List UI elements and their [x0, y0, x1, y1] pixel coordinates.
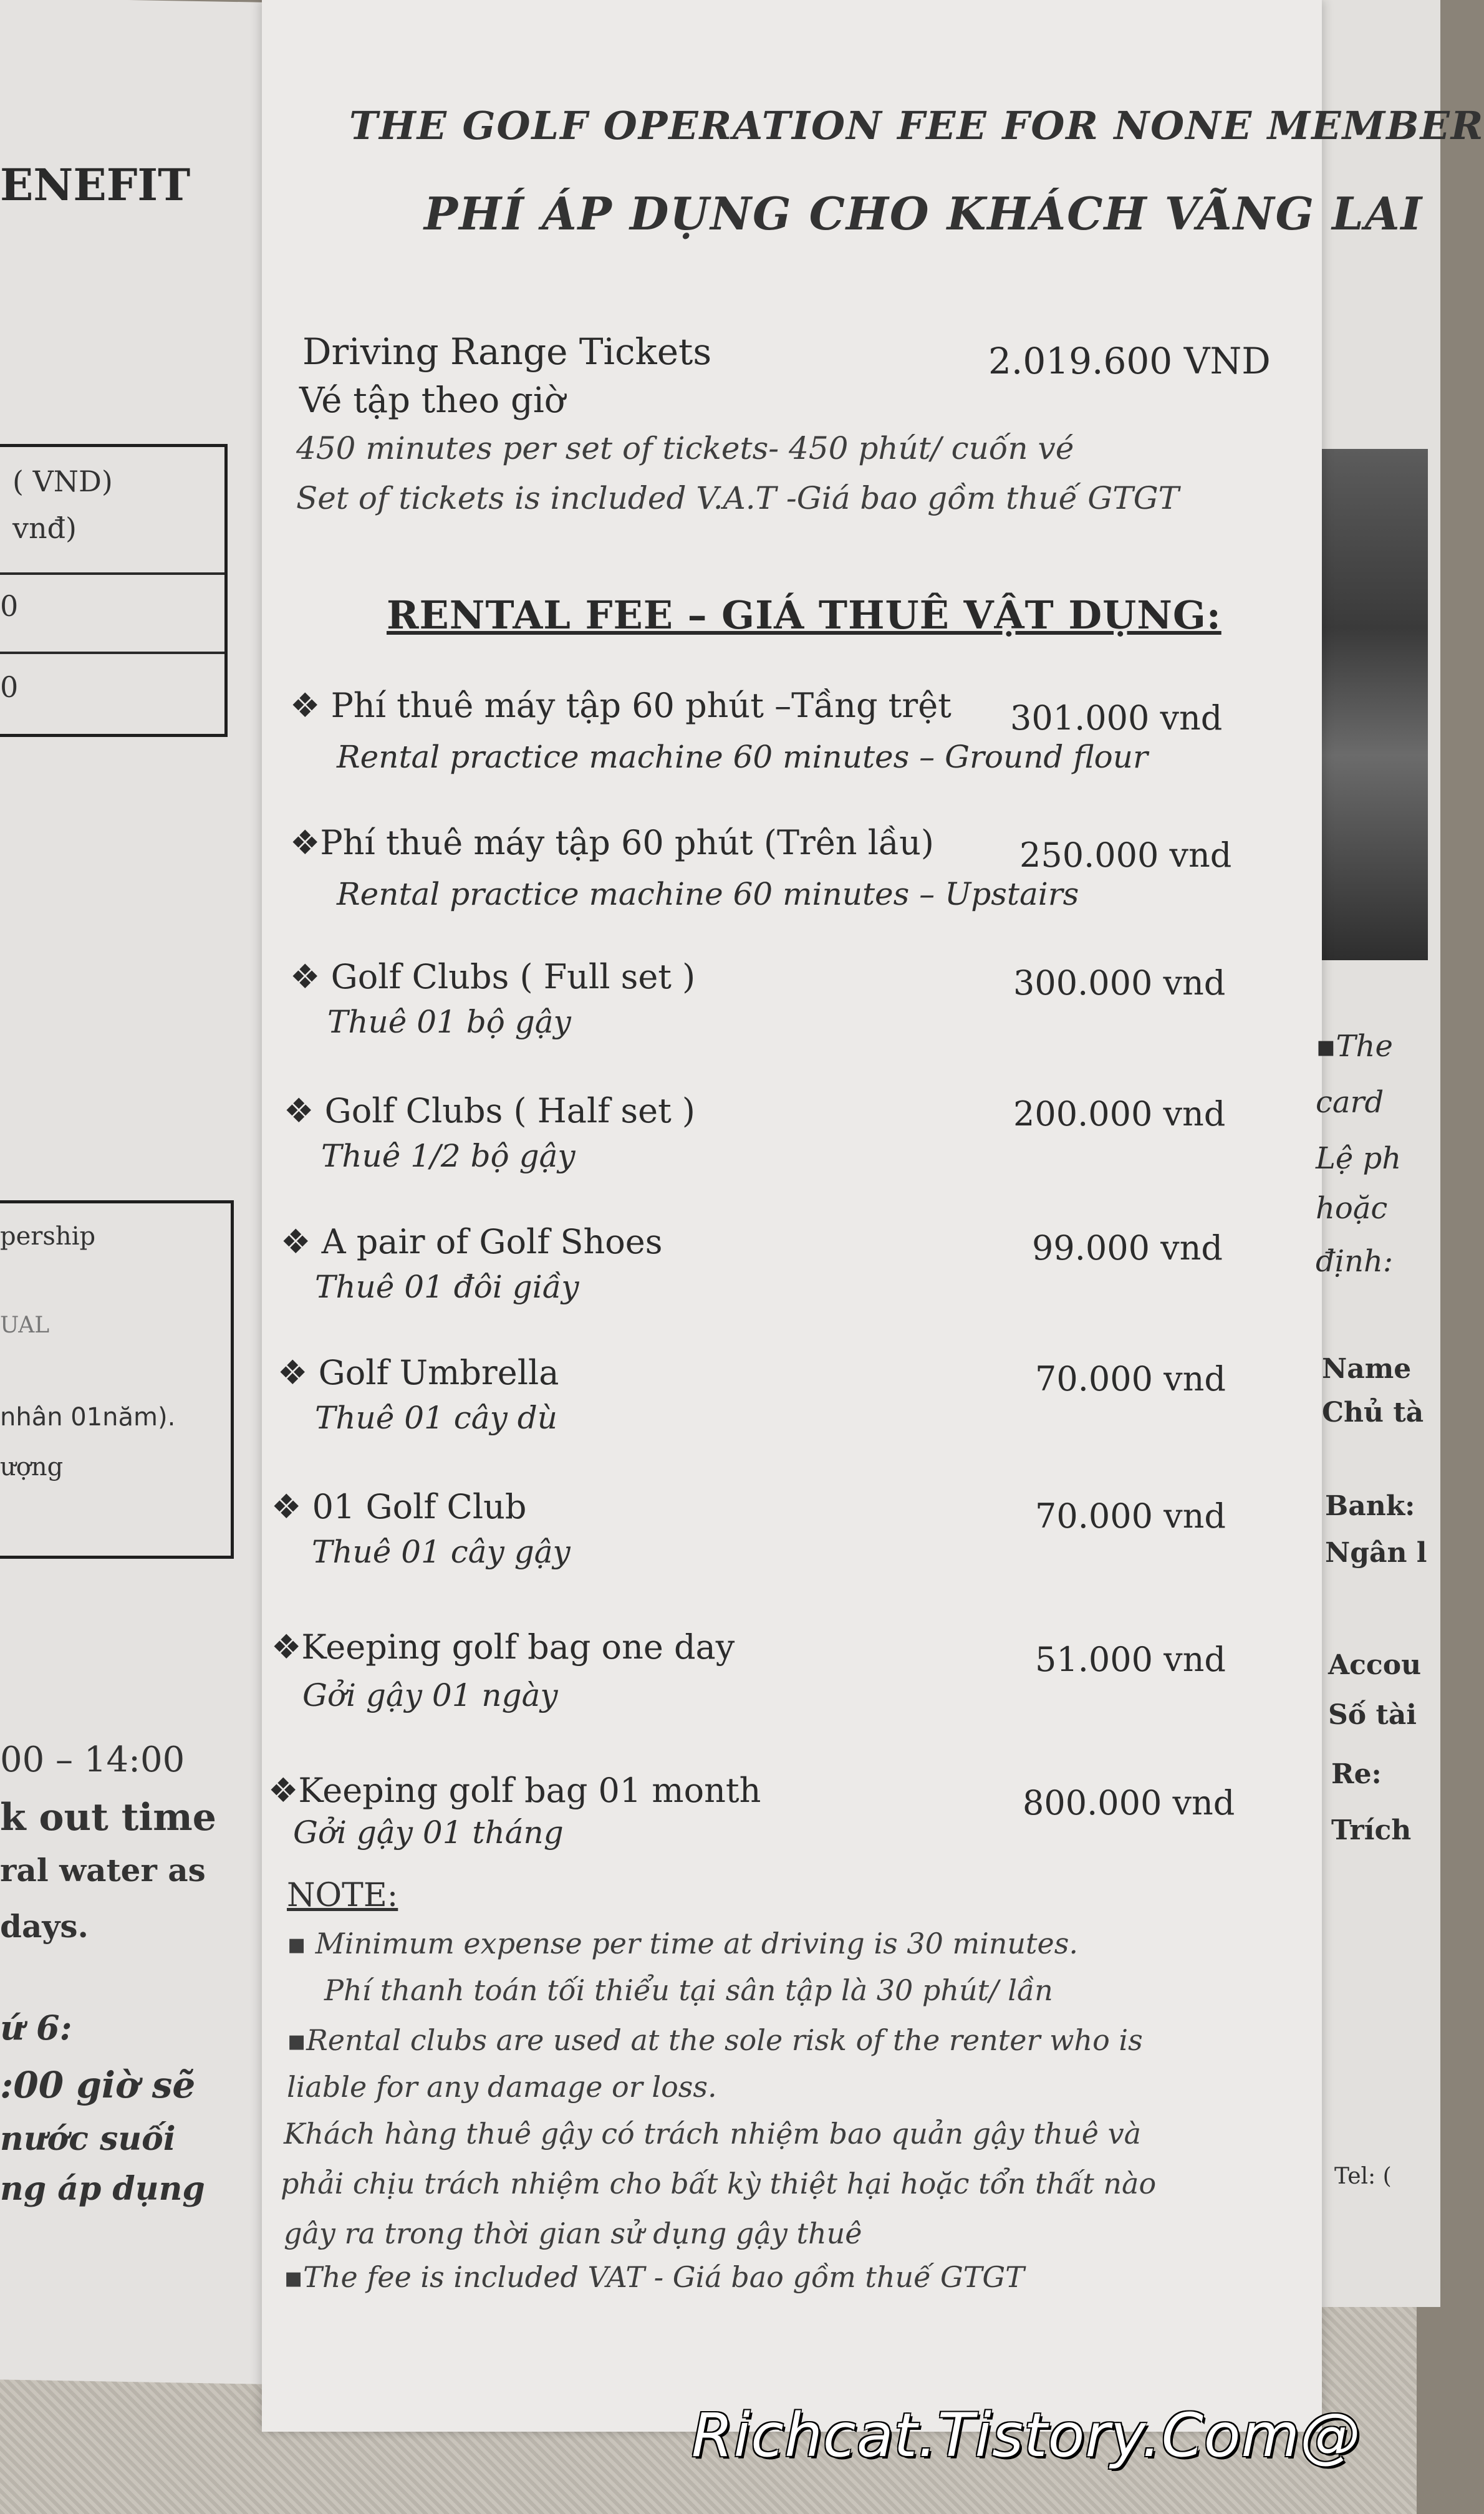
rental-item-subtitle: Rental practice machine 60 minutes – Upstairs [337, 876, 1079, 912]
left-table-cell: 0 [0, 670, 19, 704]
rental-item-subtitle: Thuê 1/2 bộ gậy [321, 1138, 576, 1174]
right-text-line: Lệ ph [1316, 1141, 1402, 1176]
right-text-line: định: [1316, 1244, 1394, 1279]
rental-item-title: ❖ 01 Golf Club [271, 1487, 527, 1526]
left-box-text: nhân 01năm). [0, 1403, 176, 1432]
rental-item-title: ❖ A pair of Golf Shoes [281, 1222, 663, 1261]
rental-item-title: ❖ Golf Clubs ( Full set ) [290, 957, 696, 996]
note-line: gây ra trong thời gian sử dụng gậy thuê [284, 2217, 862, 2250]
rental-item-title: ❖ Golf Clubs ( Half set ) [284, 1091, 695, 1130]
rental-item-price: 800.000 vnd [1023, 1783, 1235, 1823]
left-table-cell: 0 [0, 589, 19, 623]
right-text-line: Tel: ( [1334, 2164, 1392, 2189]
left-table-divider [0, 572, 224, 575]
rental-item-price: 300.000 vnd [1013, 963, 1226, 1003]
driving-range-note: 450 minutes per set of tickets- 450 phút/ cuốn vé [296, 430, 1074, 466]
note-line: ▪ Minimum expense per time at driving is 30 minutes. [287, 1927, 1078, 1960]
left-text-line: nước suối [0, 2120, 176, 2158]
driving-range-note: Set of tickets is included V.A.T -Giá bao gồm thuế GTGT [296, 480, 1179, 516]
right-text-line: Bank: [1325, 1490, 1415, 1522]
left-text-line: days. [0, 1908, 89, 1945]
rental-item-price: 70.000 vnd [1035, 1359, 1226, 1399]
rental-item-price: 200.000 vnd [1013, 1094, 1226, 1134]
driving-range-price: 2.019.600 VND [988, 340, 1271, 382]
rental-item-title: ❖Keeping golf bag 01 month [268, 1771, 761, 1810]
right-text-line: card [1316, 1085, 1384, 1120]
rental-fee-heading: RENTAL FEE – GIÁ THUÊ VẬT DỤNG: [387, 592, 1221, 638]
note-line: liable for any damage or loss. [287, 2070, 717, 2104]
left-text-line: :00 giờ sẽ [0, 2064, 196, 2106]
left-text-line: ral water as [0, 1852, 206, 1889]
right-text-line: Số tài [1328, 1699, 1417, 1731]
rental-item-price: 51.000 vnd [1035, 1640, 1226, 1679]
rental-item-title: ❖Phí thuê máy tập 60 phút (Trên lầu) [290, 823, 934, 862]
right-text-line: Name [1322, 1353, 1412, 1385]
right-text-line: Re: [1331, 1758, 1382, 1790]
right-text-line: Chủ tà [1322, 1397, 1424, 1428]
note-heading: NOTE: [287, 1877, 398, 1914]
rental-item-subtitle: Rental practice machine 60 minutes – Ground flour [337, 739, 1148, 775]
right-text-line: Ngân l [1325, 1537, 1427, 1569]
left-box-text: UAL [0, 1312, 50, 1338]
left-text-line: ng áp dụng [0, 2170, 205, 2208]
note-line: ▪Rental clubs are used at the sole risk of the renter who is [287, 2023, 1143, 2057]
driving-range-title-vi: Vé tập theo giờ [299, 380, 566, 421]
rental-item-price: 99.000 vnd [1032, 1228, 1223, 1268]
driving-range-title: Driving Range Tickets [302, 330, 712, 373]
left-heading: ENEFIT [0, 159, 191, 211]
left-text-line: k out time [0, 1796, 216, 1839]
rental-item-price: 301.000 vnd [1010, 698, 1223, 738]
note-line: Phí thanh toán tối thiểu tại sân tập là 30 phút/ lần [324, 1973, 1053, 2007]
rental-item-subtitle: Gởi gậy 01 tháng [293, 1814, 564, 1851]
rental-item-subtitle: Thuê 01 bộ gậy [327, 1004, 571, 1040]
note-line: ▪The fee is included VAT - Giá bao gồm thuế GTGT [284, 2260, 1024, 2294]
rental-item-title: ❖Keeping golf bag one day [271, 1627, 735, 1667]
left-box-text: ượng [0, 1453, 64, 1481]
rental-item-title: ❖ Golf Umbrella [277, 1353, 559, 1392]
watermark-text: Richcat.Tistory.Com@ [691, 2401, 1361, 2470]
rental-item-price: 250.000 vnd [1019, 836, 1232, 875]
left-table-header: ( VND) [12, 465, 113, 498]
rental-item-title: ❖ Phí thuê máy tập 60 phút –Tầng trệt [290, 686, 952, 725]
left-table-divider [0, 652, 224, 654]
left-membership-box [0, 1200, 234, 1559]
right-text-line: hoặc [1316, 1191, 1388, 1226]
left-text-line: 00 – 14:00 [0, 1740, 185, 1780]
right-text-line: ▪The [1316, 1029, 1393, 1064]
rental-item-subtitle: Thuê 01 đôi giầy [315, 1269, 579, 1305]
right-text-line: Trích [1331, 1814, 1412, 1846]
rental-item-subtitle: Thuê 01 cây dù [315, 1400, 557, 1436]
left-box-text: pership [0, 1222, 96, 1251]
note-line: Khách hàng thuê gậy có trách nhiệm bao quản gậy thuê và [284, 2117, 1142, 2150]
title-vietnamese: PHÍ ÁP DỤNG CHO KHÁCH VÃNG LAI [424, 187, 1424, 240]
rental-item-subtitle: Thuê 01 cây gậy [312, 1534, 571, 1570]
right-text-line: Accou [1328, 1649, 1422, 1681]
left-table-header: vnđ) [12, 511, 77, 545]
title-english: THE GOLF OPERATION FEE FOR NONE MEMBER [349, 103, 1484, 148]
left-text-line: ứ 6: [0, 2008, 72, 2048]
rental-item-subtitle: Gởi gậy 01 ngày [302, 1677, 558, 1713]
rental-item-price: 70.000 vnd [1035, 1496, 1226, 1536]
note-line: phải chịu trách nhiệm cho bất kỳ thiệt hại hoặc tổn thất nào [281, 2167, 1157, 2200]
